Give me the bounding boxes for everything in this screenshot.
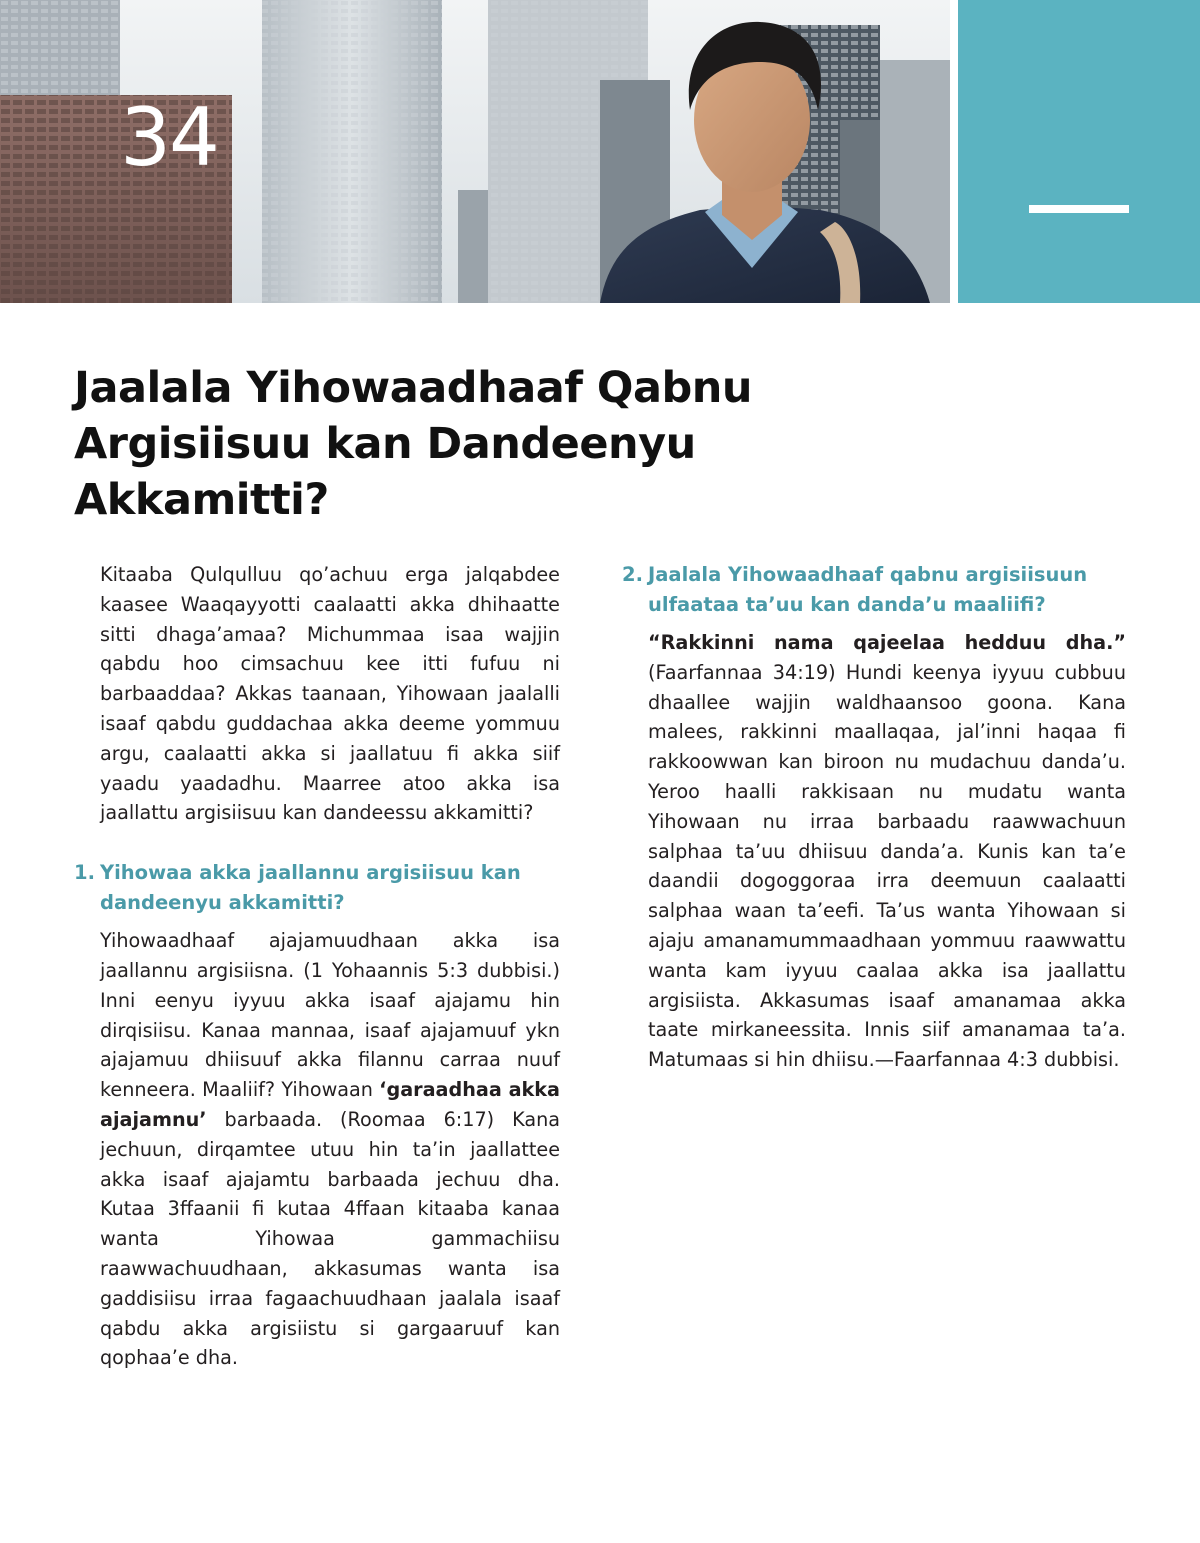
section-2-heading-text: Jaalala Yihowaadhaaf qabnu argisiisuun ulfaataa ta’uu kan danda’u maaliifi?	[648, 563, 1088, 616]
section-2-heading	[622, 560, 1126, 619]
section-1-number: 1.	[74, 861, 95, 885]
section-2-body-bold: “Rakkinni nama qajeelaa hedduu dha.”	[648, 631, 1126, 654]
section-1-heading-text: Yihowaa akka jaallannu argisiisuu kan dandeenyu akkamitti?	[100, 861, 521, 914]
section-1-body-start: Yihowaadhaaf ajajamuudhaan akka isa jaallannu argisiisna. (1 Yohaannis 5:3 dubbisi.) Inni eenyu iyyuu akka isaaf ajajamu hin dirqisiisu. Kanaa mannaa, isaaf ajajamuuf ykn ajajamuu dhiisuuf akka filannu carraa nuuf kenneera. Maaliif? Yihowaan	[100, 929, 560, 1102]
page-title: Jaalala Yihowaadhaaf Qabnu Argisiisuu kan Dandeenyu Akkamitti?	[74, 363, 752, 525]
section-1-heading	[74, 858, 560, 917]
right-column	[622, 560, 1126, 1075]
section-2-body-end: (Faarfannaa 34:19) Hundi keenya iyyuu cubbuu dhaallee wajjin waldhaansoo goona. Kana malees, rakkinni maallaqaa, jal’inni haqaa fi rakkoowwan kan biroon nu mudachuu danda’u. Yeroo haalli rakkisaan nu mudatu wanta Yihowaan nu irraa barbaadu raawwachuun salphaa ta’uu dhiisuu danda’a. Kunis kan ta’e daandii dogoggoraa irra deemuun caalaatti salphaa waan ta’eefi. Ta’us wanta Yihowaan si ajaju amanamummaadhaan yommuu raawwattu wanta kam iyyuu caalaa akka isa jaallattu argisiista. Akkasumas isaaf amanamaa akka taate mirkaneessita. Innis siif amanamaa ta’a. Matumaas si hin dhiisu.—Faarfannaa 4:3 dubbisi.	[648, 660, 1126, 1072]
lesson-number-underline	[1029, 205, 1129, 213]
section-2-number: 2.	[622, 563, 643, 586]
intro-paragraph: Kitaaba Qulqulluu qo’achuu erga jalqabdee kaasee Waaqayyotti caalaatti akka dhihaatte sitti dhaga’amaa? Michummaa isaa wajjin qabdu hoo cimsachuu kee itti fufuu ni barbaaddaa? Akkas taanaan, Yihowaan jaalalli isaaf qabdu guddachaa akka deeme yommuu argu, caalaatti akka si jaallatuu fi akka siif yaadu yaadadhu. Maarree atoo akka isa jaallattu argisiisuu kan dandeessu akkamitti?	[100, 563, 560, 825]
section-1-body	[74, 926, 560, 1373]
lesson-number-box	[958, 0, 1200, 303]
section-1-body-end: barbaada. (Roomaa 6:17) Kana jechuun, dirqamtee utuu hin ta’in jaallattee akka isaaf ajajamtu barbaada jechuu dha. Kutaa 3ffaanii fi kutaa 4ffaan kitaaba kanaa wanta Yihowaa gammachiisu raawwachuudhaan, akkasumas wanta isa gaddisiisu irraa fagaachuudhaan jaalala isaaf qabdu akka argisiistu si gargaaruuf kan qophaa’e dha.	[100, 1107, 560, 1370]
lesson-number: 34	[120, 91, 218, 184]
section-2-body	[622, 628, 1126, 1075]
left-column	[74, 560, 560, 1373]
section-1-body-bold: ‘garaadhaa akka ajajamnu’	[100, 1078, 560, 1131]
